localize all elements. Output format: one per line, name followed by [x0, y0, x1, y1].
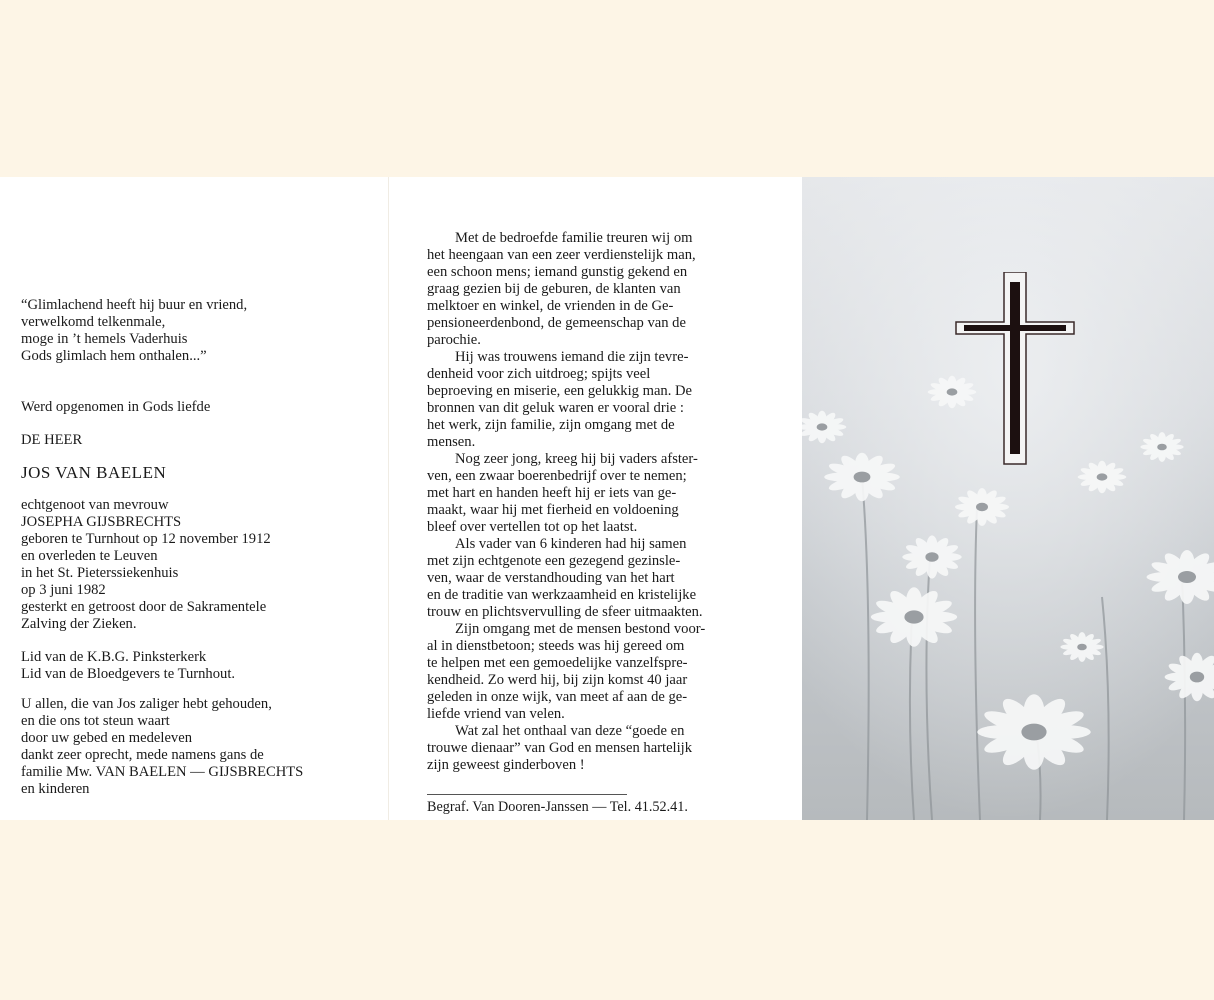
eulogy-line: maakt, waar hij met fierheid en voldoening — [427, 502, 679, 518]
eulogy-line: graag gezien bij de geburen, de klanten van — [427, 281, 681, 297]
middle-panel — [388, 177, 803, 820]
eulogy-line: melktoer en winkel, de vrienden in de Ge- — [427, 298, 674, 314]
bio-line: op 3 juni 1982 — [21, 582, 106, 598]
eulogy-line: beproeving en miserie, een gelukkig man. De — [427, 383, 693, 399]
eulogy-line: ven, waar de verstandhouding van het hart — [427, 570, 675, 586]
memorial-card — [0, 177, 1214, 820]
eulogy-line: Met de bedroefde familie treuren wij om — [455, 230, 693, 246]
thanks-line: U allen, die van Jos zaliger hebt gehouden, — [21, 696, 272, 712]
eulogy-line: zijn geweest ginderboven ! — [427, 757, 585, 773]
membership-line: Lid van de K.B.G. Pinksterkerk — [21, 649, 207, 665]
eulogy-line: bleef over vertellen tot op het laatst. — [427, 519, 638, 535]
eulogy-line: het heengaan van een zeer verdienstelijk man, — [427, 247, 696, 263]
bio-line: echtgenoot van mevrouw — [21, 497, 169, 513]
honorific: DE HEER — [21, 432, 83, 448]
thanks-line: en die ons tot steun waart — [21, 713, 170, 729]
thanks-line: door uw gebed en medeleven — [21, 730, 193, 746]
eulogy-text — [427, 230, 797, 774]
quote-line: verwelkomd telkenmale, — [21, 314, 166, 330]
bio-line: geboren te Turnhout op 12 november 1912 — [21, 531, 271, 547]
daisy-photo — [802, 177, 1214, 820]
eulogy-line: Hij was trouwens iemand die zijn tevre- — [455, 349, 689, 365]
bio-line: JOSEPHA GIJSBRECHTS — [21, 514, 182, 530]
deceased-name: JOS VAN BAELEN — [21, 463, 167, 482]
thanks-message — [21, 696, 303, 798]
quote-line: moge in ’t hemels Vaderhuis — [21, 331, 188, 347]
memberships — [21, 649, 235, 683]
eulogy-line: trouw en plichtsvervulling de sfeer uitmaakten. — [427, 604, 703, 620]
bio-line: en overleden te Leuven — [21, 548, 158, 564]
eulogy-line: met hart en handen heeft hij er iets van ge- — [427, 485, 677, 501]
undertaker-footer: Begraf. Van Dooren-Janssen — Tel. 41.52.41. — [427, 799, 688, 815]
eulogy-line: al in dienstbetoon; steeds was hij gereed om — [427, 638, 685, 654]
eulogy-line: mensen. — [427, 434, 476, 450]
bio-line: gesterkt en getroost door de Sakramentele — [21, 599, 267, 615]
eulogy-line: en de traditie van werkzaamheid en kristelijke — [427, 587, 697, 603]
thanks-line: familie Mw. VAN BAELEN — GIJSBRECHTS — [21, 764, 304, 780]
left-panel — [0, 177, 388, 820]
eulogy-line: geleden in onze wijk, van meet af aan de ge- — [427, 689, 688, 705]
bio-line: in het St. Pieterssiekenhuis — [21, 565, 179, 581]
eulogy-line: denheid voor zich uitdroeg; spijts veel — [427, 366, 651, 382]
eulogy-line: Zijn omgang met de mensen bestond voor- — [455, 621, 706, 637]
eulogy-line: Nog zeer jong, kreeg hij bij vaders afster- — [455, 451, 698, 467]
eulogy-line: Wat zal het onthaal van deze “goede en — [455, 723, 685, 739]
divider — [427, 794, 627, 795]
eulogy-line: bronnen van dit geluk waren er vooral drie : — [427, 400, 684, 416]
membership-line: Lid van de Bloedgevers te Turnhout. — [21, 666, 236, 682]
welcome-line: Werd opgenomen in Gods liefde — [21, 399, 211, 415]
eulogy-line: met zijn echtgenote een gezegend gezinsle- — [427, 553, 681, 569]
quote-line: Gods glimlach hem onthalen...” — [21, 348, 207, 364]
eulogy-line: ven, een zwaar boerenbedrijf over te nemen; — [427, 468, 687, 484]
eulogy-line: liefde vriend van velen. — [427, 706, 565, 722]
cross-icon — [954, 272, 1076, 466]
eulogy-line: Als vader van 6 kinderen had hij samen — [455, 536, 687, 552]
biography — [21, 497, 271, 633]
eulogy-line: kendheid. Zo werd hij, bij zijn komst 40 jaar — [427, 672, 688, 688]
thanks-line: dankt zeer oprecht, mede namens gans de — [21, 747, 264, 763]
thanks-line: en kinderen — [21, 781, 90, 797]
eulogy-line: pensioneerdenbond, de gemeenschap van de — [427, 315, 686, 331]
eulogy-line: een schoon mens; iemand gunstig gekend en — [427, 264, 688, 280]
eulogy-line: trouwe dienaar” van God en mensen hartelijk — [427, 740, 693, 756]
eulogy-line: te helpen met een gemoedelijke vanzelfspre- — [427, 655, 688, 671]
eulogy-line: het werk, zijn familie, zijn omgang met de — [427, 417, 675, 433]
eulogy-line: parochie. — [427, 332, 481, 348]
quote-line: “Glimlachend heeft hij buur en vriend, — [21, 297, 248, 313]
memorial-quote — [21, 297, 247, 365]
bio-line: Zalving der Zieken. — [21, 616, 137, 632]
